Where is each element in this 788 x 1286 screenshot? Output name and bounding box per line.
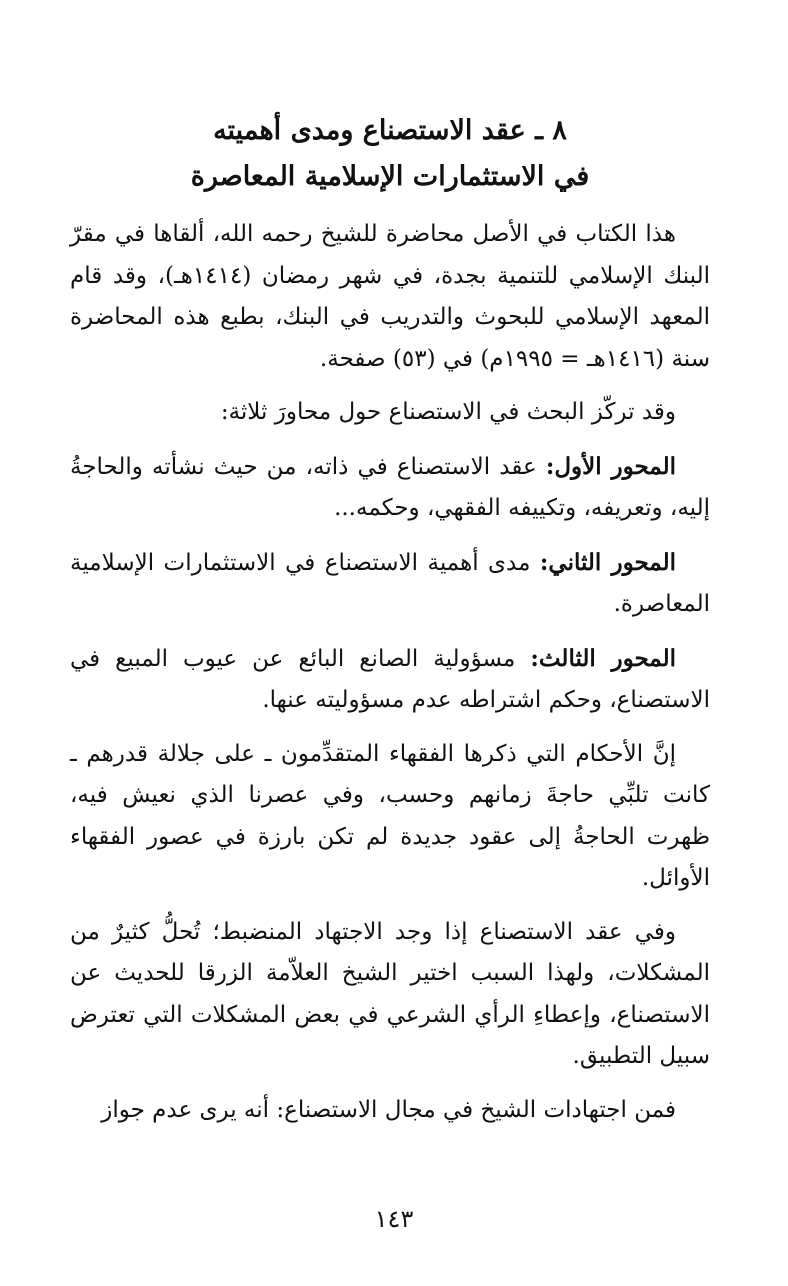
axis-3-text: مسؤولية الصانع البائع عن عيوب المبيع في الاستصناع، وحكم اشتراطه عدم مسؤوليته عنها. — [70, 645, 710, 713]
axis-3-label: المحور الثالث: — [530, 644, 676, 672]
document-page — [70, 108, 710, 1143]
page-number: ١٤٣ — [374, 1205, 414, 1233]
heading-line-1: ٨ ـ عقد الاستصناع ومدى أهميته — [213, 115, 567, 146]
paragraph-sheikh-ijtihad: فمن اجتهادات الشيخ في مجال الاستصناع: أنه يرى عدم جواز — [101, 1096, 676, 1123]
paragraph-axes-intro: وقد تركّز البحث في الاستصناع حول محاورَ ثلاثة: — [220, 399, 676, 425]
paragraph-axis-1 — [70, 446, 710, 530]
paragraph-axis-3 — [70, 638, 710, 722]
heading-line-2: في الاستثمارات الإسلامية المعاصرة — [190, 161, 590, 192]
paragraph-ijtihad: وفي عقد الاستصناع إذا وجد الاجتهاد المنضبط؛ تُحلُّ كثيرٌ من المشكلات، ولهذا السبب اختير الشيخ العلاّمة الزرقا للحديث عن الاستصناع، وإعطاءِ الرأي الشرعي في بعض المشكلات التي تعترض سبيل التطبيق. — [70, 918, 710, 1069]
paragraph-intro: هذا الكتاب في الأصل محاضرة للشيخ رحمه الله، ألقاها في مقرّ البنك الإسلامي للتنمية بجدة، في شهر رمضان (١٤١٤هـ)، وقد قام المعهد الإسلامي للبحوث والتدريب في البنك، بطبع هذه المحاضرة سنة (١٤١٦هـ = ١٩٩٥م) في (٥٣) صفحة. — [70, 221, 711, 372]
axis-1-label: المحور الأول: — [545, 452, 676, 480]
paragraph-jurists: إنَّ الأحكام التي ذكرها الفقهاء المتقدِّمون ـ على جلالة قدرهم ـ كانت تلبِّي حاجةَ زمانهم وحسب، وفي عصرنا الذي نعيش فيه، ظهرت الحاجةُ إلى عقود جديدة لم تكن بارزة في عصور الفقهاء الأوائل. — [70, 740, 710, 891]
axis-2-text: مدى أهمية الاستصناع في الاستثمارات الإسلامية المعاصرة. — [70, 549, 710, 617]
axis-2-label: المحور الثاني: — [539, 548, 676, 576]
paragraph-axis-2 — [70, 542, 710, 626]
section-heading — [70, 108, 710, 200]
axis-1-text: عقد الاستصناع في ذاته، من حيث نشأته والحاجةُ إليه، وتعريفه، وتكييفه الفقهي، وحكمه... — [70, 453, 710, 521]
